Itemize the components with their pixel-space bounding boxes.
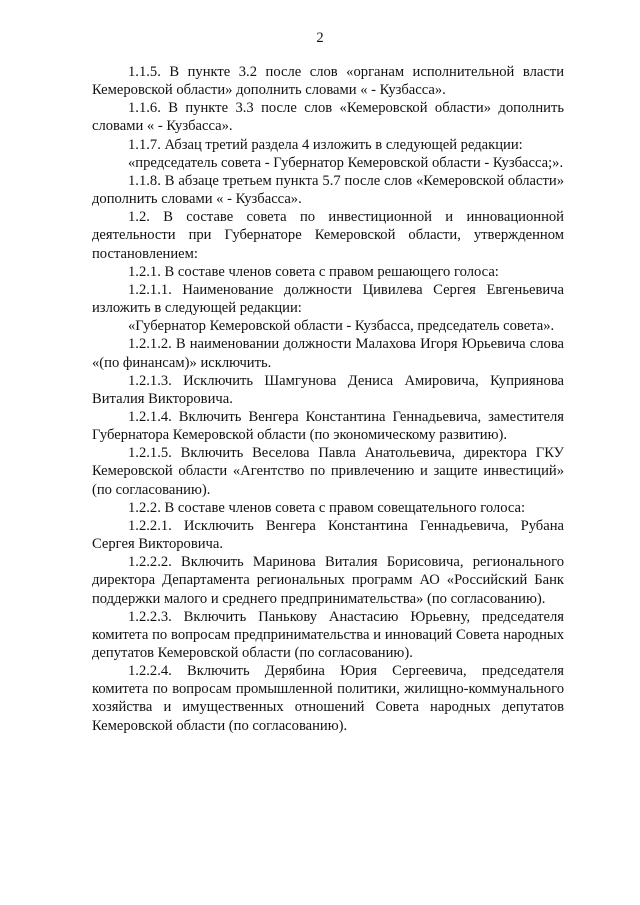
paragraph-1-2-1-3: 1.2.1.3. Исключить Шамгунова Дениса Амировича, Куприянова Виталия Викторовича. [92,372,564,407]
paragraph-1-2-1-4: 1.2.1.4. Включить Венгера Константина Геннадьевича, заместителя Губернатора Кемеровской области (по экономическому развитию). [92,408,564,444]
paragraph-1-2-1-2: 1.2.1.2. В наименовании должности Малахова Игоря Юрьевича слова «(по финансам)» исключить. [92,336,564,371]
paragraph-1-1-8: 1.1.8. В абзаце третьем пункта 5.7 после слов «Кемеровской области» дополнить словами « - Кузбасса». [92,172,564,208]
paragraph-1-2-2-2: 1.2.2.2. Включить Маринова Виталия Борисовича, регионального директора Департамента региональных программ АО «Российский Банк поддержки малого и среднего предпринимательства» (по согласованию). [92,554,564,607]
page-number: 2 [316,30,324,46]
paragraph-1-2-2-1: 1.2.2.1. Исключить Венгера Константина Геннадьевича, Рубана Сергея Викторовича. [92,517,564,553]
paragraph-1-2-1-5: 1.2.1.5. Включить Веселова Павла Анатольевича, директора ГКУ Кемеровской области «Агентство по привлечению и защите инвестиций» (по согласованию). [92,445,564,498]
paragraph-1-2: 1.2. В составе совета по инвестиционной и инновационной деятельности при Губернаторе Кемеровской области, утвержденном постановлением: [92,209,564,262]
paragraph-1-2-2: 1.2.2. В составе членов совета с правом совещательного голоса: [128,499,526,516]
document-body [92,63,564,735]
paragraph-1-2-2-4: 1.2.2.4. Включить Дерябина Юрия Сергеевича, председателя комитета по вопросам промышленной политики, жилищно-коммунального хозяйства и имущественных отношений Совета народных депутатов Кемеровской области (по согласованию). [92,663,564,734]
paragraph-1-2-2-3: 1.2.2.3. Включить Панькову Анастасию Юрьевну, председателя комитета по вопросам предпринимательства и инноваций Совета народных депутатов Кемеровской области (по согласованию). [92,608,564,661]
paragraph-1-1-5: 1.1.5. В пункте 3.2 после слов «органам исполнительной власти Кемеровской области» дополнить словами « - Кузбасса». [92,64,564,99]
paragraph-quote-governor: «Губернатор Кемеровской области - Кузбасса, председатель совета». [128,318,555,335]
paragraph-1-2-1: 1.2.1. В составе членов совета с правом решающего голоса: [128,263,499,280]
paragraph-1-1-6: 1.1.6. В пункте 3.3 после слов «Кемеровской области» дополнить словами « - Кузбасса». [92,100,564,135]
paragraph-1-1-7: 1.1.7. Абзац третий раздела 4 изложить в следующей редакции: [128,136,523,153]
paragraph-1-2-1-1: 1.2.1.1. Наименование должности Цивилева Сергея Евгеньевича изложить в следующей редакции: [92,281,564,317]
paragraph-quote-chairman: «председатель совета - Губернатор Кемеровской области - Кузбасса;». [128,154,564,171]
